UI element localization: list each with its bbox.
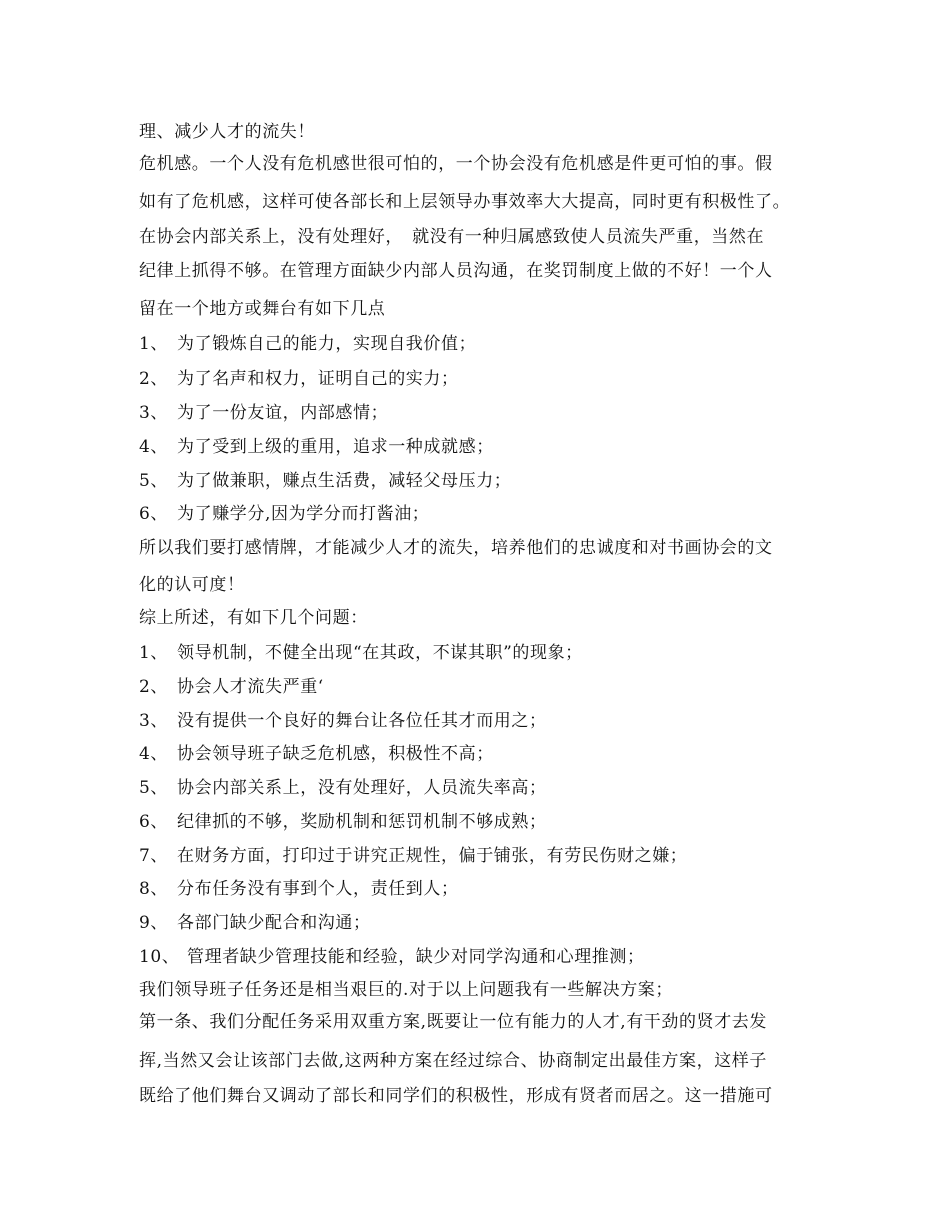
list-number: 6、 bbox=[139, 504, 169, 524]
paragraph-line: 综上所述，有如下几个问题： bbox=[139, 608, 368, 628]
list-text: 为了名声和权力，证明自己的实力； bbox=[177, 369, 459, 389]
list-number: 1、 bbox=[139, 643, 169, 663]
list-item bbox=[139, 676, 324, 698]
list-number: 7、 bbox=[139, 846, 169, 866]
list-text: 为了锻炼自己的能力，实现自我价值； bbox=[177, 334, 477, 354]
list-item bbox=[139, 811, 547, 833]
list-text: 为了赚学分,因为学分而打酱油； bbox=[177, 504, 430, 524]
list-item bbox=[139, 878, 459, 900]
list-text: 协会领导班子缺乏危机感，积极性不高； bbox=[177, 744, 494, 764]
list-item bbox=[139, 845, 687, 867]
paragraph-line: 我们领导班子任务还是相当艰巨的.对于以上问题我有一些解决方案； bbox=[139, 980, 674, 1000]
paragraph-line: 挥,当然又会让该部门去做,这两种方案在经过综合、协商制定出最佳方案，这样子 bbox=[139, 1051, 768, 1071]
list-text: 各部门缺少配合和沟通； bbox=[177, 913, 371, 933]
list-item bbox=[139, 743, 494, 765]
list-number: 9、 bbox=[139, 913, 169, 933]
paragraph-line: 如有了危机感，这样可使各部长和上层领导办事效率大大提高，同时更有积极性了。 bbox=[139, 192, 791, 212]
list-number: 4、 bbox=[139, 437, 169, 457]
list-text: 在财务方面，打印过于讲究正规性，偏于铺张，有劳民伤财之嫌； bbox=[177, 846, 688, 866]
list-number: 2、 bbox=[139, 677, 169, 697]
list-text: 没有提供一个良好的舞台让各位任其才而用之； bbox=[177, 711, 547, 731]
list-number: 3、 bbox=[139, 403, 169, 423]
list-text: 协会内部关系上，没有处理好，人员流失率高； bbox=[177, 778, 547, 798]
list-item bbox=[139, 503, 429, 525]
list-item bbox=[139, 777, 547, 799]
list-text: 为了受到上级的重用，追求一种成就感； bbox=[177, 437, 494, 457]
list-text: 为了一份友谊，内部感情； bbox=[177, 403, 389, 423]
paragraph-line: 理、减少人才的流失！ bbox=[139, 122, 315, 142]
paragraph-line: 化的认可度！ bbox=[139, 575, 245, 595]
list-number: 5、 bbox=[139, 471, 169, 491]
list-number: 10、 bbox=[139, 947, 180, 967]
list-text: 纪律抓的不够，奖励机制和惩罚机制不够成熟； bbox=[177, 812, 547, 832]
list-item bbox=[139, 333, 476, 355]
list-item bbox=[139, 368, 459, 390]
list-number: 5、 bbox=[139, 778, 169, 798]
list-item bbox=[139, 946, 645, 968]
paragraph-line: 所以我们要打感情牌，才能减少人才的流失，培养他们的忠诚度和对书画协会的文 bbox=[139, 538, 773, 558]
paragraph-line: 第一条、我们分配任务采用双重方案,既要让一位有能力的人才,有干劲的贤才去发 bbox=[139, 1012, 768, 1032]
list-number: 1、 bbox=[139, 334, 169, 354]
list-text: 领导机制，不健全出现“在其政，不谋其职”的现象； bbox=[177, 643, 583, 663]
list-item bbox=[139, 436, 494, 458]
list-item bbox=[139, 710, 547, 732]
paragraph-line: 留在一个地方或舞台有如下几点 bbox=[139, 299, 386, 319]
list-item bbox=[139, 642, 583, 664]
list-number: 8、 bbox=[139, 879, 169, 899]
paragraph-line: 纪律上抓得不够。在管理方面缺少内部人员沟通，在奖罚制度上做的不好！一个人 bbox=[139, 261, 773, 281]
paragraph-line: 危机感。一个人没有危机感世很可怕的，一个协会没有危机感是件更可怕的事。假 bbox=[139, 154, 773, 174]
list-text: 为了做兼职，赚点生活费，减轻父母压力； bbox=[177, 471, 512, 491]
list-item bbox=[139, 470, 511, 492]
list-item bbox=[139, 402, 388, 424]
list-number: 2、 bbox=[139, 369, 169, 389]
list-text: 管理者缺少管理技能和经验，缺少对同学沟通和心理推测； bbox=[187, 947, 645, 967]
list-text: 协会人才流失严重‘ bbox=[177, 677, 324, 697]
paragraph-line: 在协会内部关系上，没有处理好， 就没有一种归属感致使人员流失严重，当然在 bbox=[139, 227, 765, 247]
list-item bbox=[139, 912, 371, 934]
list-number: 3、 bbox=[139, 711, 169, 731]
list-number: 4、 bbox=[139, 744, 169, 764]
list-text: 分布任务没有事到个人，责任到人； bbox=[177, 879, 459, 899]
list-number: 6、 bbox=[139, 812, 169, 832]
paragraph-line: 既给了他们舞台又调动了部长和同学们的积极性，形成有贤者而居之。这一措施可 bbox=[139, 1086, 773, 1106]
